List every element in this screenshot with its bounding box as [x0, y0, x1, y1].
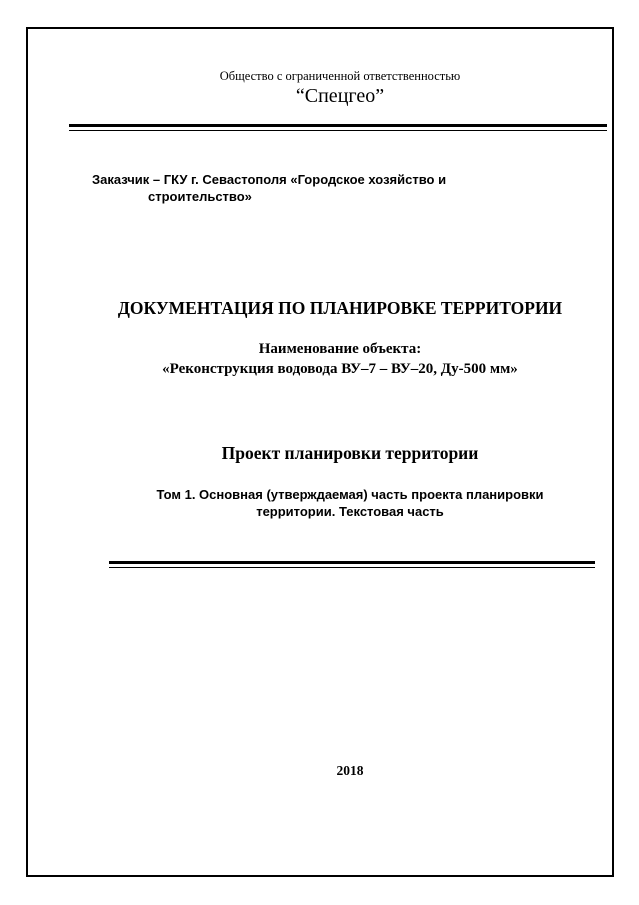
document-title: ДОКУМЕНТАЦИЯ ПО ПЛАНИРОВКЕ ТЕРРИТОРИИ	[117, 298, 563, 318]
volume-description	[100, 486, 600, 520]
customer-line-1: Заказчик – ГКУ г. Севастополя «Городское хозяйство и	[92, 172, 447, 187]
volume-line-1: Том 1. Основная (утверждаемая) часть проекта планировки	[156, 487, 544, 502]
footer-divider-thick	[109, 561, 595, 564]
project-title: Проект планировки территории	[221, 443, 479, 463]
header-divider-thin	[69, 130, 607, 131]
header-divider-thick	[69, 124, 607, 127]
volume-line-2: территории. Текстовая часть	[256, 504, 444, 519]
company-legal-form: Общество с ограниченной ответственностью	[219, 69, 461, 83]
company-name: “Спецгео”	[295, 85, 385, 107]
object-label: Наименование объекта:	[258, 341, 422, 357]
footer-divider-thin	[109, 567, 595, 568]
object-name: «Реконструкция водовода ВУ–7 – ВУ–20, Ду-500 мм»	[162, 361, 518, 377]
customer-block	[92, 171, 552, 205]
document-year: 2018	[336, 763, 364, 778]
customer-line-2: строительство»	[148, 189, 252, 204]
